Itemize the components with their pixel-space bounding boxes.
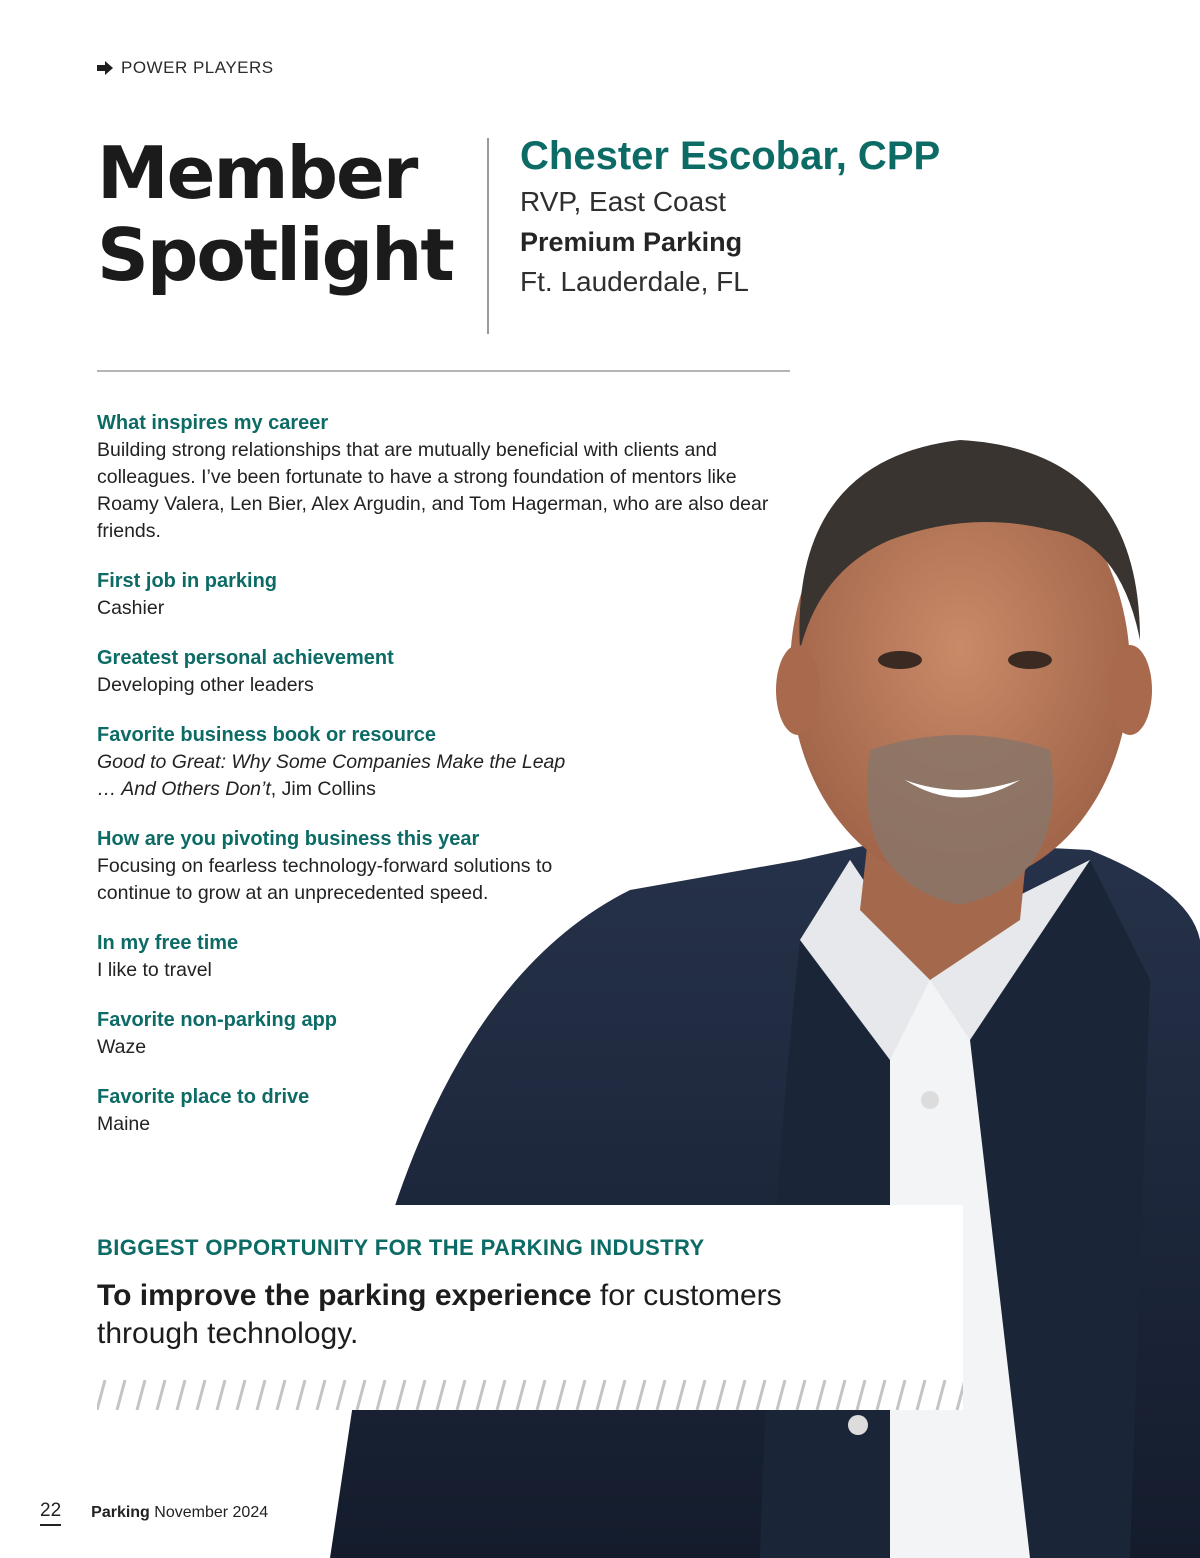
hatch-stripe xyxy=(277,1380,285,1410)
hatch-stripe xyxy=(597,1380,605,1410)
qa-item xyxy=(97,826,787,907)
page-title xyxy=(97,132,453,296)
hatch-stripe xyxy=(117,1380,125,1410)
hatch-stripe xyxy=(677,1380,685,1410)
section-label-text: POWER PLAYERS xyxy=(121,58,274,77)
hatch-stripe xyxy=(897,1380,905,1410)
qa-item xyxy=(97,568,787,622)
hatch-stripe xyxy=(777,1380,785,1410)
hatch-stripe xyxy=(877,1380,885,1410)
qa-item xyxy=(97,1084,787,1138)
qa-item xyxy=(97,645,787,699)
hatch-stripe xyxy=(417,1380,425,1410)
qa-list xyxy=(97,410,787,1161)
qa-question: Favorite place to drive xyxy=(97,1086,310,1108)
qa-answer: Developing other leaders xyxy=(97,674,314,696)
qa-answer: Building strong relationships that are mutually beneficial with clients and colleagues. I’ve been fortunate to have a strong foundation of mentors like Roamy Valera, Len Bier, Alex Argudin, and Tom Hagerman, who are also dear friends. xyxy=(97,439,769,542)
hatch-stripe xyxy=(137,1380,145,1410)
page-footer xyxy=(40,1500,268,1526)
hatch-stripe xyxy=(837,1380,845,1410)
hatch-stripe xyxy=(217,1380,225,1410)
hatch-stripe xyxy=(737,1380,745,1410)
hatch-stripe xyxy=(177,1380,185,1410)
hatch-stripe xyxy=(937,1380,945,1410)
qa-question: In my free time xyxy=(97,932,239,954)
callout-rest: for customers through technology. xyxy=(97,1279,782,1350)
publication-line xyxy=(91,1504,268,1522)
qa-answer: I like to travel xyxy=(97,959,212,981)
qa-item xyxy=(97,722,787,803)
hatch-stripe xyxy=(757,1380,765,1410)
hatch-stripe xyxy=(657,1380,665,1410)
qa-answer: Waze xyxy=(97,1036,147,1058)
callout-box xyxy=(80,1205,963,1410)
hatch-stripe xyxy=(957,1380,963,1410)
qa-answer: Focusing on fearless technology-forward solutions to continue to grow at an unprecedented speed. xyxy=(97,855,553,904)
section-label xyxy=(97,58,274,78)
hatch-stripe xyxy=(617,1380,625,1410)
hatch-stripe xyxy=(797,1380,805,1410)
qa-item xyxy=(97,410,787,545)
hatch-stripe xyxy=(437,1380,445,1410)
hatch-stripes xyxy=(97,1380,963,1410)
person-name: Chester Escobar, CPP xyxy=(520,134,941,178)
qa-question: Favorite non-parking app xyxy=(97,1009,338,1031)
hatch-stripe xyxy=(397,1380,405,1410)
hatch-stripe xyxy=(557,1380,565,1410)
hatch-stripe xyxy=(337,1380,345,1410)
hatch-stripe xyxy=(817,1380,825,1410)
horizontal-divider xyxy=(97,370,790,372)
vertical-divider xyxy=(487,138,489,334)
hatch-stripe xyxy=(317,1380,325,1410)
hatch-stripe xyxy=(637,1380,645,1410)
issue-date: November 2024 xyxy=(154,1504,269,1521)
qa-answer: Maine xyxy=(97,1113,151,1135)
hatch-stripe xyxy=(197,1380,205,1410)
hatch-stripe xyxy=(697,1380,705,1410)
hatch-stripe xyxy=(457,1380,465,1410)
qa-question: What inspires my career xyxy=(97,412,329,434)
hatch-stripe xyxy=(537,1380,545,1410)
title-line-1: Member xyxy=(97,131,417,215)
hatch-stripe xyxy=(157,1380,165,1410)
qa-question: First job in parking xyxy=(97,570,278,592)
qa-item xyxy=(97,930,787,984)
page-number: 22 xyxy=(40,1500,61,1526)
hatch-stripe xyxy=(917,1380,925,1410)
book-author: , Jim Collins xyxy=(270,778,376,800)
qa-item xyxy=(97,1007,787,1061)
hatch-stripe xyxy=(477,1380,485,1410)
hatch-stripe xyxy=(257,1380,265,1410)
hatch-stripe xyxy=(237,1380,245,1410)
publication-name: Parking xyxy=(91,1504,150,1521)
callout-body xyxy=(97,1277,837,1353)
hatch-stripe xyxy=(97,1380,105,1410)
person-role: RVP, East Coast xyxy=(520,186,726,217)
hatch-stripe xyxy=(517,1380,525,1410)
person-company: Premium Parking xyxy=(520,227,743,257)
book-title: Good to Great: Why Some Companies Make the Leap … And Others Don’t xyxy=(97,751,566,800)
hatch-stripe xyxy=(297,1380,305,1410)
qa-question: Greatest personal achievement xyxy=(97,647,394,669)
qa-answer xyxy=(97,749,577,803)
hatch-stripe xyxy=(857,1380,865,1410)
hatch-stripe xyxy=(377,1380,385,1410)
hatch-stripe xyxy=(717,1380,725,1410)
hatch-stripe xyxy=(497,1380,505,1410)
arrow-right-icon xyxy=(97,61,113,75)
callout-bold: To improve the parking experience xyxy=(97,1279,592,1312)
qa-answer: Cashier xyxy=(97,597,165,619)
hatch-stripe xyxy=(357,1380,365,1410)
qa-question: Favorite business book or resource xyxy=(97,724,436,746)
callout-heading: BIGGEST OPPORTUNITY FOR THE PARKING INDUSTRY xyxy=(97,1235,705,1260)
title-line-2: Spotlight xyxy=(97,213,453,297)
person-location: Ft. Lauderdale, FL xyxy=(520,266,749,297)
person-info xyxy=(520,132,940,302)
hatch-stripe xyxy=(577,1380,585,1410)
qa-question: How are you pivoting business this year xyxy=(97,828,480,850)
